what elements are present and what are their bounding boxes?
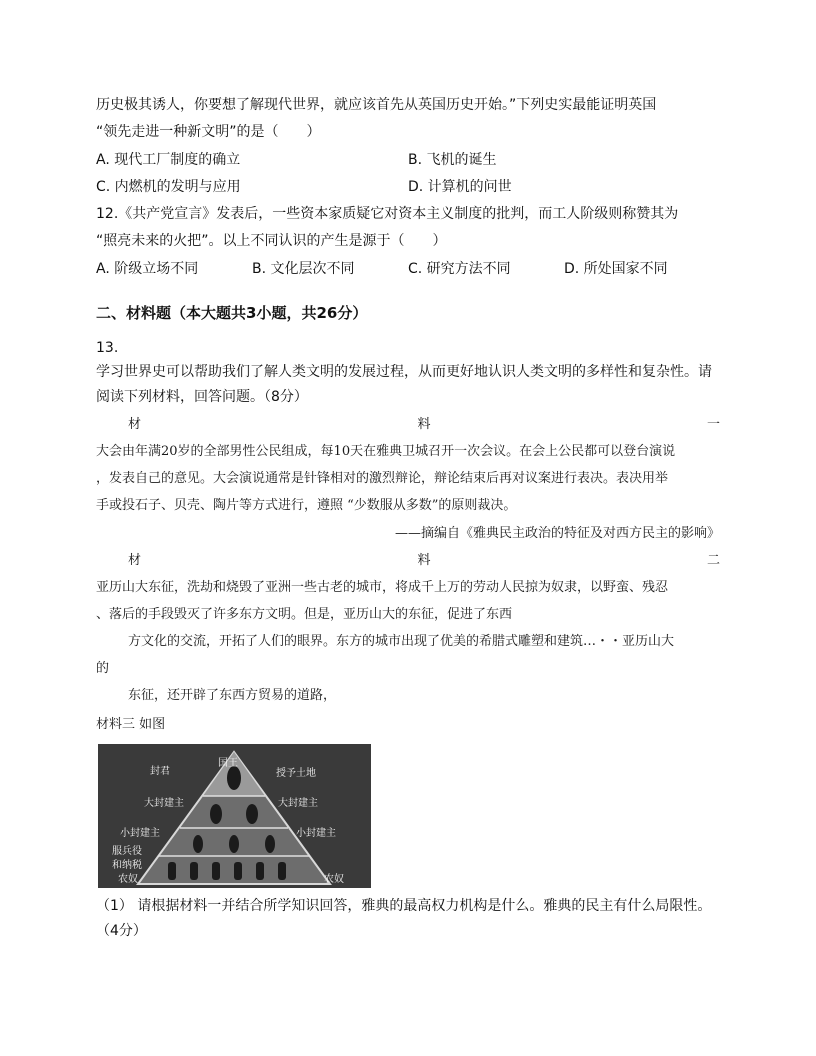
label-char: 料 bbox=[417, 417, 431, 432]
material-two-line4: 的 bbox=[96, 661, 110, 676]
section-heading: 二、材料题（本大题共3小题，共26分） bbox=[96, 304, 368, 322]
q13-intro-line2: 阅读下列材料，回答问题。（8分） bbox=[96, 389, 308, 405]
q13-number: 13. bbox=[96, 340, 119, 356]
q11-stem-line2: “领先走进一种新文明”的是（ ） bbox=[96, 124, 321, 140]
q12-option-d: D. 所处国家不同 bbox=[564, 261, 668, 277]
label-char: 二 bbox=[706, 553, 720, 568]
label-char: 材 bbox=[128, 553, 142, 568]
label-char: 材 bbox=[128, 417, 142, 432]
q11-stem-line1: 历史极其诱人，你要想了解现代世界，就应该首先从英国历史开始。”下列史实最能证明英国 bbox=[96, 97, 657, 113]
q13-intro-line1: 学习世界史可以帮助我们了解人类文明的发展过程，从而更好地认识人类文明的多样性和复杂性。请 bbox=[96, 364, 712, 380]
figure-label: 封君 bbox=[150, 766, 170, 777]
material-two-line3: 方文化的交流，开拓了人们的眼界。东方的城市出现了优美的希腊式雕塑和建筑…・・亚历山大 bbox=[128, 634, 675, 649]
material-two-line1: 亚历山大东征，洗劫和烧毁了亚洲一些古老的城市，将成千上万的劳动人民掠为奴隶，以野蛮、残忍 bbox=[96, 580, 669, 595]
q12-option-a: A. 阶级立场不同 bbox=[96, 261, 199, 277]
label-char: 料 bbox=[417, 553, 431, 568]
q11-option-d: D. 计算机的问世 bbox=[408, 179, 512, 195]
q12-stem-line2: “照亮未来的火把”。以上不同认识的产生是源于（ ） bbox=[96, 233, 447, 249]
feudal-hierarchy-figure bbox=[98, 744, 371, 888]
material-two-line2: 、落后的手段毁灭了许多东方文明。但是，亚历山大的东征，促进了东西 bbox=[96, 607, 513, 622]
material-one-line3: 手或投石子、贝壳、陶片等方式进行，遵照 “少数服从多数”的原则裁决。 bbox=[96, 498, 517, 513]
figure-label: 大封建主 bbox=[278, 798, 318, 809]
figure-label: 授予土地 bbox=[276, 768, 316, 779]
figure-label: 和纳税 bbox=[112, 860, 142, 871]
material-one-source: ——摘编自《雅典民主政治的特征及对西方民主的影响》 bbox=[394, 526, 720, 541]
q11-option-b: B. 飞机的诞生 bbox=[408, 152, 497, 168]
material-two-line5: 东征，还开辟了东西方贸易的道路， bbox=[128, 688, 337, 703]
figure-label: 农奴 bbox=[118, 874, 138, 885]
q11-option-c: C. 内燃机的发明与应用 bbox=[96, 179, 241, 195]
q11-option-a: A. 现代工厂制度的确立 bbox=[96, 152, 241, 168]
feudal-pyramid-illustration bbox=[98, 744, 371, 888]
material-three-label: 材料三 如图 bbox=[96, 717, 166, 732]
sub-question-1-line2: （4分） bbox=[96, 923, 147, 939]
label-char: 一 bbox=[706, 417, 720, 432]
figure-label: 服兵役 bbox=[112, 846, 142, 857]
material-one-line2: ，发表自己的意见。大会演说通常是针锋相对的激烈辩论，辩论结束后再对议案进行表决。表决用举 bbox=[96, 471, 669, 486]
figure-label: 大封建主 bbox=[144, 798, 184, 809]
q12-stem-line1: 12.《共产党宣言》发表后，一些资本家质疑它对资本主义制度的批判，而工人阶级则称赞其为 bbox=[96, 206, 679, 222]
figure-label: 小封建主 bbox=[120, 828, 160, 839]
q12-option-b: B. 文化层次不同 bbox=[252, 261, 355, 277]
sub-question-1-line1: （1） 请根据材料一并结合所学知识回答，雅典的最高权力机构是什么。雅典的民主有什么局限性。 bbox=[96, 898, 712, 914]
figure-label: 农奴 bbox=[324, 874, 344, 885]
material-one-label bbox=[96, 415, 720, 435]
figure-label: 国王 bbox=[218, 758, 238, 769]
q12-option-c: C. 研究方法不同 bbox=[408, 261, 511, 277]
material-two-label bbox=[96, 551, 720, 571]
figure-label: 小封建主 bbox=[296, 828, 336, 839]
material-one-line1: 大会由年满20岁的全部男性公民组成，每10天在雅典卫城召开一次会议。在会上公民都可以登台演说 bbox=[96, 444, 676, 459]
